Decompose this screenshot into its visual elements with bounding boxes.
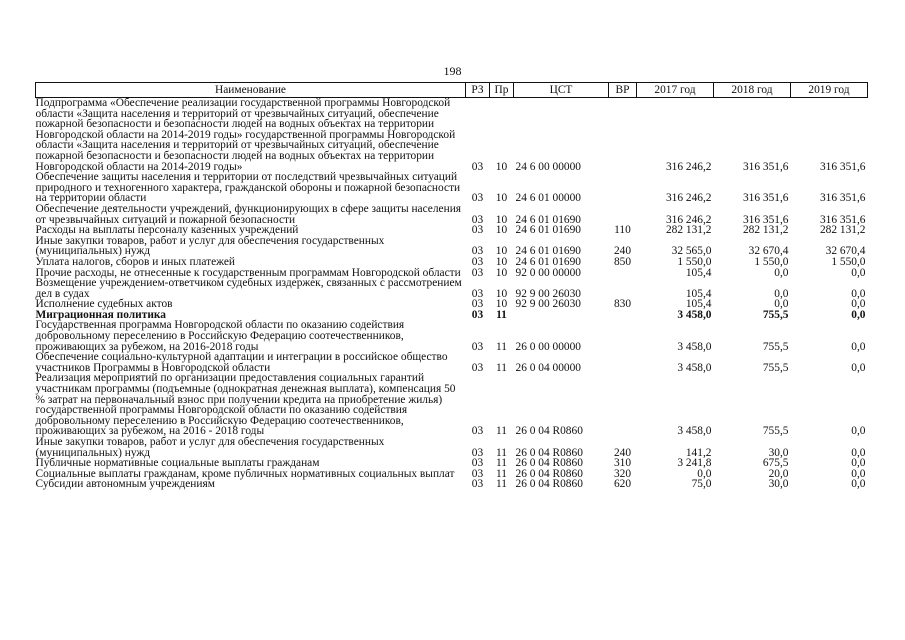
row-cst-cell: 26 0 04 R0860 bbox=[515, 446, 583, 459]
row-name-cell: Расходы на выплаты персоналу казенных учреждений bbox=[35, 224, 299, 237]
row-pr-cell: 11 bbox=[496, 308, 507, 321]
row-2019-cell: 0,0 bbox=[851, 287, 866, 300]
row-cst-cell: 24 6 01 01690 bbox=[515, 224, 581, 237]
row-2018-cell: 755,5 bbox=[762, 340, 789, 353]
row-2017-cell: 105,4 bbox=[685, 266, 712, 279]
row-2019-cell: 0,0 bbox=[851, 266, 866, 279]
table-row bbox=[36, 479, 868, 490]
table-header-row bbox=[36, 83, 868, 98]
row-rz-cell: 03 bbox=[471, 245, 484, 258]
row-rz-cell: 03 bbox=[471, 457, 484, 470]
row-cst-cell: 24 6 00 00000 bbox=[515, 160, 581, 173]
row-pr-cell: 11 bbox=[496, 425, 507, 438]
row-name-cell: Обеспечение социально-культурной адаптации и интеграции в российское общество участников Программы в Новгородской области bbox=[35, 351, 448, 374]
row-rz-cell: 03 bbox=[471, 361, 484, 374]
row-rz-cell: 03 bbox=[471, 287, 484, 300]
row-2018-cell: 32 670,4 bbox=[748, 245, 789, 258]
row-2017-cell: 3 458,0 bbox=[677, 340, 712, 353]
row-2018-cell: 675,5 bbox=[762, 457, 789, 470]
row-rz-cell: 03 bbox=[471, 192, 484, 205]
row-vr-cell: 310 bbox=[613, 457, 632, 470]
row-2018-cell: 30,0 bbox=[768, 446, 789, 459]
row-cst-cell: 26 0 04 R0860 bbox=[515, 425, 583, 438]
row-cst-cell: 24 6 01 01690 bbox=[515, 213, 581, 226]
row-pr-cell: 11 bbox=[496, 446, 507, 459]
row-cst-cell: 92 0 00 00000 bbox=[515, 266, 581, 279]
row-vr-cell bbox=[609, 278, 637, 299]
row-2017-cell: 75,0 bbox=[691, 478, 712, 491]
row-name-cell: Обеспечение деятельности учреждений, функционирующих в сфере защиты населения от чрезвычайных ситуаций и пожарной безопасности bbox=[35, 202, 462, 226]
row-name-cell: Миграционная политика bbox=[35, 308, 166, 321]
row-name-cell: Реализация мероприятий по организации предоставления социальных гарантий участникам программы (подъемные (однократная денежная выплата), компенсация 50 % затрат на первоначальный взнос при получении кредита на приобретение жилья) государственной программы Новгородской области по оказанию содействия добровольному переселению в Российскую Федерацию соотечественников, проживающих за рубежом, на 2016 - 2018 годы bbox=[35, 372, 456, 438]
row-rz-cell: 03 bbox=[471, 308, 484, 321]
row-vr-cell bbox=[609, 310, 637, 321]
row-rz-cell: 03 bbox=[471, 340, 484, 353]
row-2017-cell: 32 565,0 bbox=[671, 245, 712, 258]
row-2017-cell: 3 458,0 bbox=[677, 361, 712, 374]
row-2017-cell: 105,4 bbox=[685, 298, 712, 311]
page-number: 198 bbox=[443, 64, 462, 78]
row-rz-cell: 03 bbox=[471, 266, 484, 279]
row-cst-cell: 92 9 00 26030 bbox=[515, 287, 581, 300]
table-row bbox=[36, 352, 868, 373]
row-2017-cell: 3 241,8 bbox=[677, 457, 712, 470]
row-pr-cell: 10 bbox=[495, 266, 508, 279]
header-cst: ЦСТ bbox=[514, 83, 609, 98]
row-pr-cell: 10 bbox=[495, 287, 508, 300]
row-pr-cell: 10 bbox=[495, 255, 508, 268]
row-vr-cell bbox=[609, 98, 637, 173]
row-2018-cell: 282 131,2 bbox=[742, 224, 789, 237]
row-vr-cell: 240 bbox=[613, 245, 632, 258]
row-2019-cell: 0,0 bbox=[851, 361, 866, 374]
row-vr-cell bbox=[609, 268, 637, 279]
row-2019-cell: 1 550,0 bbox=[831, 255, 866, 268]
row-2017-cell: 105,4 bbox=[685, 287, 712, 300]
budget-table bbox=[35, 82, 868, 490]
header-2017: 2017 год bbox=[637, 83, 714, 98]
row-2017-cell: 316 246,2 bbox=[665, 192, 712, 205]
row-cst-cell: 24 6 01 01690 bbox=[515, 245, 581, 258]
row-cst-cell: 24 6 01 00000 bbox=[515, 192, 581, 205]
row-vr-cell: 240 bbox=[613, 446, 632, 459]
row-2018-cell: 30,0 bbox=[768, 478, 789, 491]
row-2019-cell: 0,0 bbox=[851, 446, 866, 459]
table-row bbox=[36, 98, 868, 173]
row-2019-cell: 0,0 bbox=[851, 298, 866, 311]
row-2017-cell: 1 550,0 bbox=[677, 255, 712, 268]
row-2017-cell: 0,0 bbox=[697, 467, 712, 480]
table-row bbox=[36, 278, 868, 299]
row-vr-cell bbox=[609, 352, 637, 373]
row-2019-cell: 0,0 bbox=[851, 478, 866, 491]
row-rz-cell: 03 bbox=[471, 446, 484, 459]
row-rz-cell: 03 bbox=[471, 224, 484, 237]
row-cst-cell: 26 0 04 00000 bbox=[515, 361, 581, 374]
row-name-cell: Социальные выплаты гражданам, кроме публичных нормативных социальных выплат bbox=[35, 467, 455, 480]
row-2018-cell: 316 351,6 bbox=[742, 192, 789, 205]
row-name-cell: Возмещение учреждением-ответчиком судебных издержек, связанных с рассмотрением дел в судах bbox=[35, 277, 462, 300]
row-name-cell: Государственная программа Новгородской области по оказанию содействия добровольному переселению в Российскую Федерацию соотечественников, проживающих за рубежом, на 2016-2018 годы bbox=[35, 319, 405, 353]
row-rz-cell: 03 bbox=[471, 298, 484, 311]
row-cst-cell: 24 6 01 01690 bbox=[515, 255, 581, 268]
row-2018-cell: 316 351,6 bbox=[742, 160, 789, 173]
row-pr-cell: 11 bbox=[496, 467, 507, 480]
row-name-cell: Прочие расходы, не отнесенные к государственным программам Новгородской области bbox=[35, 266, 461, 279]
row-2017-cell: 282 131,2 bbox=[665, 224, 712, 237]
row-vr-cell bbox=[609, 373, 637, 437]
row-2018-cell: 0,0 bbox=[774, 266, 789, 279]
row-name-cell: Подпрограмма «Обеспечение реализации государственной программы Новгородской области «Защита населения и территорий от чрезвычайных ситуаций, обеспечение пожарной безопасности и безопасности людей на водных объектах на территории Новгородской области на 2014-2019 годы» государственной программы Новгородской области «Защита населения и территорий от чрезвычайных ситуаций, обеспечение пожарной безопасности и безопасности людей на водных объектах на территории Новгородской области на 2014-2019 годы» bbox=[35, 97, 456, 173]
row-name-cell: Уплата налогов, сборов и иных платежей bbox=[35, 255, 235, 268]
row-2019-cell: 0,0 bbox=[851, 457, 866, 470]
row-vr-cell bbox=[609, 172, 637, 204]
row-cst-cell: 26 0 04 R0860 bbox=[515, 467, 583, 480]
row-2019-cell: 316 351,6 bbox=[819, 160, 866, 173]
row-rz-cell: 03 bbox=[471, 478, 484, 491]
row-vr-cell: 850 bbox=[613, 255, 632, 268]
table-row bbox=[36, 257, 868, 268]
row-2018-cell: 20,0 bbox=[768, 467, 789, 480]
header-name: Наименование bbox=[36, 83, 466, 98]
row-pr-cell: 11 bbox=[496, 340, 507, 353]
row-vr-cell bbox=[609, 320, 637, 352]
row-2019-cell: 282 131,2 bbox=[819, 224, 866, 237]
row-vr-cell: 620 bbox=[613, 478, 632, 491]
row-cst-cell: 26 0 04 R0860 bbox=[515, 478, 583, 491]
row-2018-cell: 0,0 bbox=[774, 287, 789, 300]
header-rz: РЗ bbox=[466, 83, 490, 98]
row-vr-cell: 110 bbox=[614, 224, 631, 237]
row-cst-cell: 26 0 00 00000 bbox=[515, 340, 581, 353]
row-rz-cell: 03 bbox=[471, 467, 484, 480]
row-name-cell: Иные закупки товаров, работ и услуг для обеспечения государственных (муниципальных) нужд bbox=[35, 436, 385, 459]
row-pr-cell: 11 bbox=[496, 361, 507, 374]
row-rz-cell: 03 bbox=[471, 160, 484, 173]
row-2019-cell: 0,0 bbox=[851, 340, 866, 353]
header-2018: 2018 год bbox=[714, 83, 791, 98]
row-vr-cell: 320 bbox=[613, 467, 632, 480]
table-row bbox=[36, 236, 868, 257]
row-name-cell: Публичные нормативные социальные выплаты гражданам bbox=[35, 457, 320, 470]
row-2018-cell: 755,5 bbox=[762, 308, 789, 321]
row-2019-cell: 32 670,4 bbox=[825, 245, 866, 258]
row-2017-cell: 3 458,0 bbox=[677, 308, 712, 321]
row-rz-cell: 03 bbox=[471, 213, 484, 226]
row-cst-cell bbox=[514, 310, 609, 321]
row-2019-cell: 316 351,6 bbox=[819, 192, 866, 205]
row-2018-cell: 0,0 bbox=[774, 298, 789, 311]
row-rz-cell: 03 bbox=[471, 425, 484, 438]
table-body bbox=[36, 98, 868, 490]
row-2018-cell: 755,5 bbox=[762, 425, 789, 438]
row-cst-cell: 26 0 04 R0860 bbox=[515, 457, 583, 470]
row-pr-cell: 10 bbox=[495, 224, 508, 237]
table-row bbox=[36, 437, 868, 458]
row-pr-cell: 10 bbox=[495, 213, 508, 226]
table-row bbox=[36, 373, 868, 437]
row-2017-cell: 316 246,2 bbox=[665, 160, 712, 173]
row-rz-cell: 03 bbox=[471, 255, 484, 268]
row-name-cell: Исполнение судебных актов bbox=[35, 298, 173, 311]
row-2019-cell: 0,0 bbox=[851, 425, 866, 438]
table-row bbox=[36, 172, 868, 204]
row-2019-cell: 0,0 bbox=[851, 467, 866, 480]
row-2017-cell: 316 246,2 bbox=[665, 213, 712, 226]
row-2018-cell: 316 351,6 bbox=[742, 213, 789, 226]
row-2019-cell: 316 351,6 bbox=[819, 213, 866, 226]
row-2017-cell: 141,2 bbox=[685, 446, 712, 459]
row-pr-cell: 11 bbox=[496, 457, 507, 470]
row-2018-cell: 1 550,0 bbox=[754, 255, 789, 268]
header-vr: ВР bbox=[609, 83, 637, 98]
table-row bbox=[36, 204, 868, 225]
row-name-cell: Субсидии автономным учреждениям bbox=[35, 478, 215, 491]
row-name-cell: Иные закупки товаров, работ и услуг для обеспечения государственных (муниципальных) нужд bbox=[35, 234, 385, 258]
row-name-cell: Обеспечение защиты населения и территории от последствий чрезвычайных ситуаций природного и техногенного характера, гражданской обороны и пожарной безопасности на территории области bbox=[35, 171, 461, 205]
row-2018-cell: 755,5 bbox=[762, 361, 789, 374]
table-row bbox=[36, 320, 868, 352]
row-2019-cell: 0,0 bbox=[851, 308, 866, 321]
row-vr-cell: 830 bbox=[613, 298, 632, 311]
row-vr-cell bbox=[609, 204, 637, 225]
row-2017-cell: 3 458,0 bbox=[677, 425, 712, 438]
row-pr-cell: 11 bbox=[496, 478, 507, 491]
row-pr-cell: 10 bbox=[495, 298, 508, 311]
row-cst-cell: 92 9 00 26030 bbox=[515, 298, 581, 311]
header-2019: 2019 год bbox=[791, 83, 868, 98]
row-pr-cell: 10 bbox=[495, 192, 508, 205]
header-pr: Пр bbox=[490, 83, 514, 98]
row-pr-cell: 10 bbox=[495, 245, 508, 258]
row-pr-cell: 10 bbox=[495, 160, 508, 173]
